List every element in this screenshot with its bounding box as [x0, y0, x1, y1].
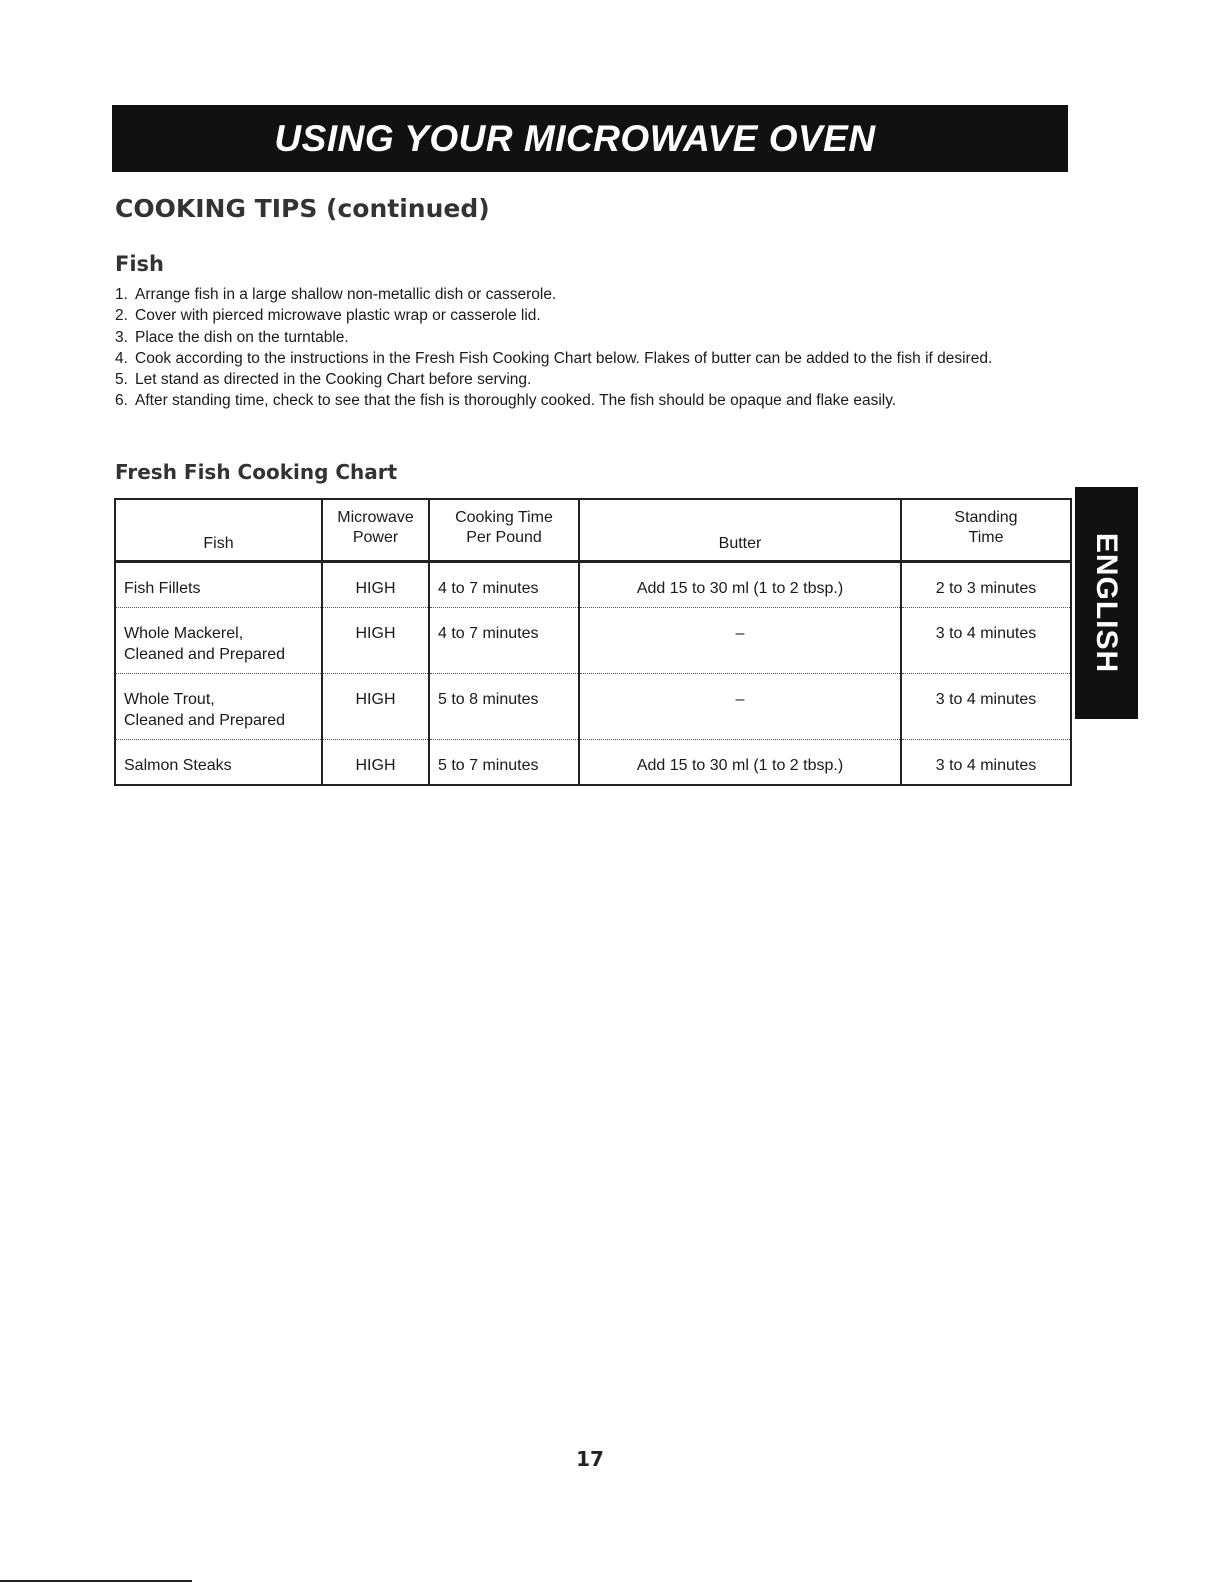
- header-butter-label: Butter: [718, 535, 762, 552]
- step-number: 2.: [115, 307, 128, 325]
- step-text: Cook according to the instructions in the Fresh Fish Cooking Chart below. Flakes of butter can be added to the fish if desired.: [135, 349, 993, 367]
- header-standing-line1: Standing: [954, 509, 1018, 526]
- table-row: [115, 562, 1071, 608]
- list-item: [115, 348, 1055, 369]
- header-power-line2: Power: [352, 529, 399, 546]
- header-standing-line2: Time: [968, 529, 1004, 546]
- step-text: After standing time, check to see that the fish is thoroughly cooked. The fish should be opaque and flake easily.: [135, 392, 897, 410]
- cell-fish: [115, 608, 322, 674]
- header-microwave-power: [322, 499, 429, 562]
- header-fish-label: Fish: [203, 535, 234, 552]
- fish-steps-list: [115, 284, 1055, 412]
- header-time-line2: Per Pound: [466, 529, 542, 546]
- header-standing-time: [901, 499, 1071, 562]
- list-item: [115, 305, 1055, 326]
- step-text: Arrange fish in a large shallow non-metallic dish or casserole.: [135, 286, 557, 303]
- header-banner: [112, 105, 1068, 172]
- fish-name: Fish Fillets: [124, 580, 201, 597]
- header-time-line1: Cooking Time: [455, 509, 553, 526]
- cell-power: HIGH: [322, 740, 429, 786]
- table-row: [115, 608, 1071, 674]
- fish-prep: Cleaned and Prepared: [124, 712, 286, 729]
- step-number: 6.: [115, 392, 128, 410]
- section-title: COOKING TIPS (continued): [115, 194, 490, 223]
- cell-fish: [115, 674, 322, 740]
- header-power-line1: Microwave: [337, 509, 414, 526]
- language-tab: [1075, 487, 1138, 719]
- cell-power: HIGH: [322, 674, 429, 740]
- fish-cooking-chart: [114, 498, 1072, 786]
- cell-power: HIGH: [322, 562, 429, 608]
- cell-time: 4 to 7 minutes: [429, 562, 579, 608]
- cell-fish: [115, 562, 322, 608]
- step-text: Place the dish on the turntable.: [135, 328, 349, 346]
- cell-fish: [115, 740, 322, 786]
- list-item: [115, 390, 1055, 411]
- cell-power: HIGH: [322, 608, 429, 674]
- language-tab-label: ENGLISH: [1090, 532, 1124, 674]
- fish-name: Whole Trout,: [124, 691, 215, 708]
- step-text: Let stand as directed in the Cooking Chart before serving.: [135, 371, 532, 389]
- cell-standing: 3 to 4 minutes: [901, 674, 1071, 740]
- page-number: 17: [576, 1447, 604, 1471]
- footer-rule: [0, 1580, 192, 1582]
- header-butter: [579, 499, 901, 562]
- cell-time: 5 to 8 minutes: [429, 674, 579, 740]
- cell-standing: 3 to 4 minutes: [901, 608, 1071, 674]
- banner-title: USING YOUR MICROWAVE OVEN: [274, 117, 876, 159]
- cell-butter: Add 15 to 30 ml (1 to 2 tbsp.): [579, 740, 901, 786]
- cell-butter: –: [579, 674, 901, 740]
- fish-name: Whole Mackerel,: [124, 625, 244, 642]
- step-number: 4.: [115, 349, 128, 367]
- fish-prep: Cleaned and Prepared: [124, 646, 286, 663]
- step-number: 5.: [115, 371, 128, 389]
- header-fish: [115, 499, 322, 562]
- cell-butter: Add 15 to 30 ml (1 to 2 tbsp.): [579, 562, 901, 608]
- step-number: 3.: [115, 328, 128, 346]
- cell-time: 4 to 7 minutes: [429, 608, 579, 674]
- fish-name: Salmon Steaks: [124, 757, 232, 774]
- step-text: Cover with pierced microwave plastic wrap or casserole lid.: [135, 307, 541, 325]
- list-item: [115, 284, 1055, 305]
- cell-butter: –: [579, 608, 901, 674]
- table-row: [115, 740, 1071, 786]
- cell-time: 5 to 7 minutes: [429, 740, 579, 786]
- table-header-row: [115, 499, 1071, 562]
- chart-title: Fresh Fish Cooking Chart: [115, 460, 398, 484]
- step-number: 1.: [115, 286, 128, 303]
- cell-standing: 2 to 3 minutes: [901, 562, 1071, 608]
- list-item: [115, 327, 1055, 348]
- list-item: [115, 369, 1055, 390]
- table-row: [115, 674, 1071, 740]
- cell-standing: 3 to 4 minutes: [901, 740, 1071, 786]
- header-cooking-time: [429, 499, 579, 562]
- fish-subtitle: Fish: [115, 252, 164, 276]
